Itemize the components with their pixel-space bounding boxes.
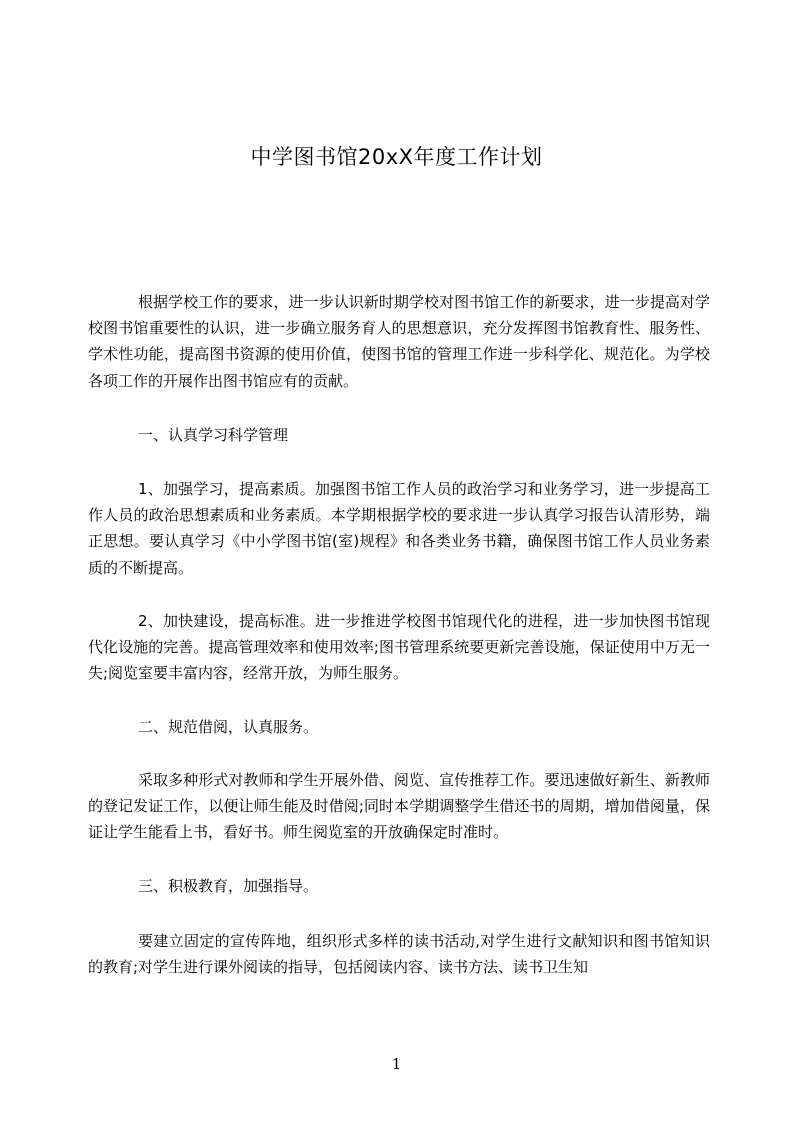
section-1-paragraph-2: 2、加快建设，提高标准。进一步推进学校图书馆现代化的进程，进一步加快图书馆现代化设施的完善。提高管理效率和使用效率;图书管理系统要更新完善设施，保证使用中万无一失;阅览室要丰富内容，经常开放，为师生服务。 <box>88 612 710 683</box>
section-heading-3: 三、积极教育，加强指导。 <box>138 877 319 895</box>
section-3-paragraph-1: 要建立固定的宣传阵地，组织形式多样的读书活动,对学生进行文献知识和图书馆知识的教育;对学生进行课外阅读的指导，包括阅读内容、读书方法、读书卫生知 <box>88 932 710 977</box>
document-title: 中学图书馆20xX年度工作计划 <box>250 145 543 169</box>
section-heading-1: 一、认真学习科学管理 <box>138 426 289 444</box>
page-number: 1 <box>391 1055 402 1073</box>
section-2-paragraph-1: 采取多种形式对教师和学生开展外借、阅览、宣传推荐工作。要迅速做好新生、新教师的登记发证工作，以便让师生能及时借阅;同时本学期调整学生借还书的周期，增加借阅量，保证让学生能看上书，看好书。师生阅览室的开放确保定时准时。 <box>88 771 710 842</box>
section-1-paragraph-1: 1、加强学习，提高素质。加强图书馆工作人员的政治学习和业务学习，进一步提高工作人员的政治思想素质和业务素质。本学期根据学校的要求进一步认真学习报告认清形势，端正思想。要认真学习《中小学图书馆(室)规程》和各类业务书籍，确保图书馆工作人员业务素质的不断提高。 <box>88 480 710 577</box>
section-heading-2: 二、规范借阅，认真服务。 <box>138 718 319 736</box>
intro-paragraph: 根据学校工作的要求，进一步认识新时期学校对图书馆工作的新要求，进一步提高对学校图书馆重要性的认识，进一步确立服务育人的思想意识，充分发挥图书馆教育性、服务性、学术性功能，提高图书资源的使用价值，使图书馆的管理工作进一步科学化、规范化。为学校各项工作的开展作出图书馆应有的贡献。 <box>88 293 710 390</box>
